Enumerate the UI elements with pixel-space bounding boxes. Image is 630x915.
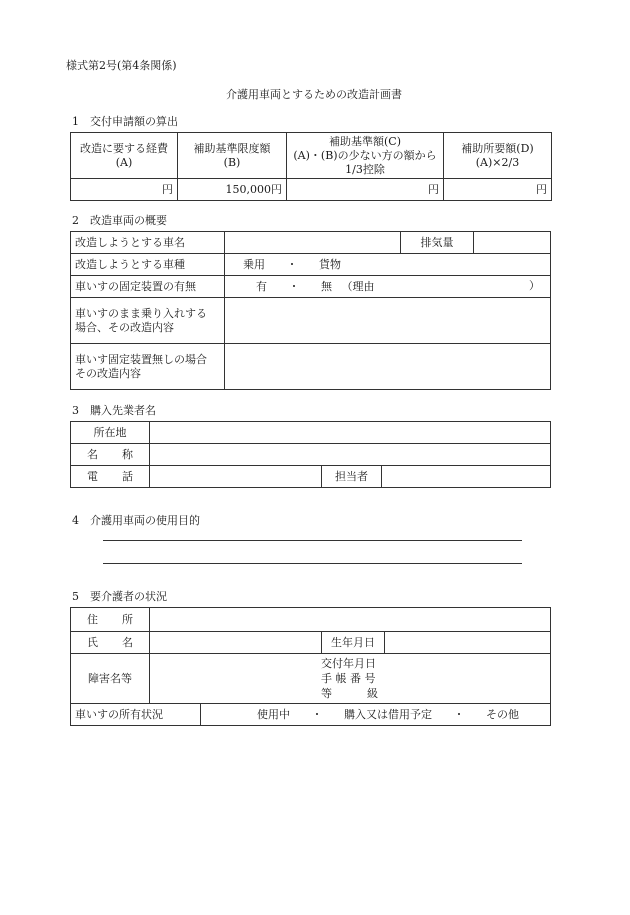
purpose-line-1[interactable] [103, 540, 522, 541]
subsidy-table [70, 132, 552, 201]
contact-label: 担当者 [322, 466, 382, 488]
disability-details[interactable] [150, 654, 551, 704]
issue-date-label: 交付年月日 [321, 657, 376, 670]
purpose-line-2[interactable] [103, 563, 522, 564]
form-number: 様式第2号(第4条関係) [66, 59, 177, 72]
dealer-address-label: 所在地 [71, 422, 150, 444]
mod-no-fixture-label: 車いす固定装置無しの場合 その改造内容 [71, 344, 225, 390]
header-base-amount: 補助基準額(C) (A)・(B)の少ない方の額から 1/3控除 [287, 133, 444, 179]
section4-heading: 4 介護用車両の使用目的 [72, 514, 200, 527]
section1-heading: 1 交付申請額の算出 [72, 115, 178, 128]
car-type-label: 改造しようとする車種 [71, 254, 225, 276]
grade-label: 等 級 [321, 687, 378, 700]
wheelchair-status-label: 車いすの所有状況 [71, 704, 201, 726]
dob-label: 生年月日 [322, 632, 385, 654]
option-passenger[interactable]: 乗用 [243, 257, 265, 271]
mod-no-fixture-field[interactable] [225, 344, 551, 390]
mod-with-chair-label: 車いすのまま乗り入れする 場合、その改造内容 [71, 298, 225, 344]
recipient-name-label: 氏 名 [71, 632, 150, 654]
car-name-label: 改造しようとする車名 [71, 232, 225, 254]
car-type-options[interactable]: 乗用 ・ 貨物 [225, 254, 551, 276]
contact-field[interactable] [382, 466, 551, 488]
displacement-label: 排気量 [401, 232, 474, 254]
dealer-phone-field[interactable] [150, 466, 322, 488]
option-planned[interactable]: 購入又は借用予定 [344, 707, 432, 721]
dob-field[interactable] [385, 632, 551, 654]
option-in-use[interactable]: 使用中 [257, 707, 290, 721]
section5-heading: 5 要介護者の状況 [72, 590, 167, 603]
displacement-field[interactable] [474, 232, 551, 254]
page-title: 介護用車両とするための改造計画書 [226, 88, 402, 101]
wheelchair-status-options[interactable]: 使用中 ・ 購入又は借用予定 ・ その他 [201, 704, 551, 726]
required-amount-value[interactable]: 円 [444, 179, 552, 201]
recipient-address-label: 住 所 [71, 608, 150, 632]
fixture-options[interactable]: 有 ・ 無 （理由 ） [225, 276, 551, 298]
disability-label: 障害名等 [71, 654, 150, 704]
dealer-name-field[interactable] [150, 444, 551, 466]
dealer-name-label: 名 称 [71, 444, 150, 466]
header-limit: 補助基準限度額 (B) [178, 133, 287, 179]
fixture-label: 車いすの固定装置の有無 [71, 276, 225, 298]
dealer-address-field[interactable] [150, 422, 551, 444]
dealer-table [70, 421, 551, 488]
option-other[interactable]: その他 [486, 707, 519, 721]
cost-value[interactable]: 円 [71, 179, 178, 201]
mod-with-chair-field[interactable] [225, 298, 551, 344]
option-cargo[interactable]: 貨物 [319, 257, 341, 271]
reason-label: （理由 [341, 279, 375, 293]
recipient-address-field[interactable] [150, 608, 551, 632]
dealer-phone-label: 電 話 [71, 466, 150, 488]
header-required-amount: 補助所要額(D) (A)×2/3 [444, 133, 552, 179]
base-amount-value[interactable]: 円 [287, 179, 444, 201]
option-yes[interactable]: 有 [256, 279, 267, 293]
car-name-field[interactable] [225, 232, 401, 254]
vehicle-table [70, 231, 551, 390]
limit-value: 150,000円 [178, 179, 287, 201]
section3-heading: 3 購入先業者名 [72, 404, 156, 417]
option-no[interactable]: 無 [321, 279, 332, 293]
notebook-number-label: 手 帳 番 号 [321, 672, 376, 685]
care-recipient-table [70, 607, 551, 726]
header-cost: 改造に要する経費 (A) [71, 133, 178, 179]
section2-heading: 2 改造車両の概要 [72, 214, 167, 227]
recipient-name-field[interactable] [150, 632, 322, 654]
